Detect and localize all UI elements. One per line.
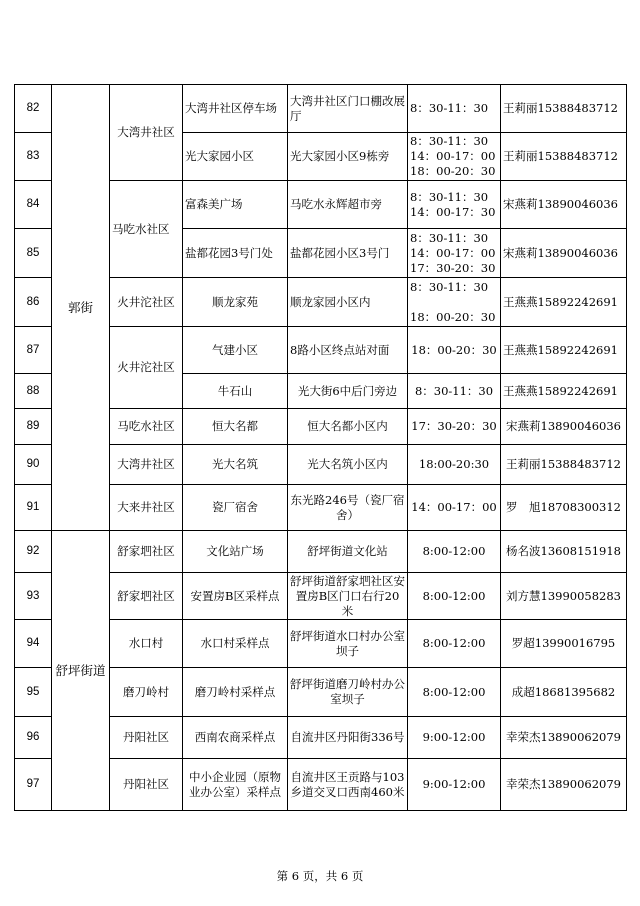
community-cell: 丹阳社区 [110, 717, 183, 759]
site-cell: 富森美广场 [183, 181, 288, 229]
time-line: 8:00-12:00 [422, 544, 486, 558]
time-line: 8：30-11：30 [410, 189, 489, 204]
time-line: 17：30-20：30 [411, 419, 497, 433]
time-cell [408, 445, 501, 485]
site-cell: 恒大名都 [183, 409, 288, 445]
address-cell: 舒坪街道文化站 [288, 531, 408, 573]
contact-cell: 宋燕莉13890046036 [501, 181, 627, 229]
community-cell: 大来井社区 [110, 485, 183, 531]
address-cell: 光大街6中后门旁边 [288, 374, 408, 409]
contact-cell: 王燕燕15892242691 [501, 327, 627, 374]
time-cell [408, 181, 501, 229]
address-cell: 自流井区王贡路与103乡道交叉口西南460米 [288, 759, 408, 811]
time-line: 8：30-11：30 [410, 279, 489, 294]
time-line: 9:00-12:00 [422, 730, 486, 744]
row-number: 83 [15, 133, 52, 181]
time-line: 8：30-11：30 [410, 134, 489, 148]
site-cell: 盐都花园3号门处 [183, 229, 288, 278]
community-cell: 马吃水社区 [110, 409, 183, 445]
row-number: 94 [15, 620, 52, 668]
site-cell: 磨刀岭村采样点 [183, 668, 288, 717]
community-cell: 水口村 [110, 620, 183, 668]
time-line: 17：30-20：30 [410, 260, 496, 275]
testing-sites-table [14, 84, 627, 811]
address-cell: 盐都花园小区3号门 [288, 229, 408, 278]
time-cell [408, 573, 501, 620]
time-line: 8:00-12:00 [422, 636, 486, 650]
contact-cell: 刘方慧13990058283 [501, 573, 627, 620]
time-cell [408, 133, 501, 181]
community-cell: 火井沱社区 [110, 327, 183, 409]
page-footer: 第 6 页，共 6 页 [276, 869, 364, 883]
contact-cell: 宋燕莉13890046036 [501, 229, 627, 278]
time-line: 8：30-11：30 [410, 101, 489, 115]
table-row [15, 85, 627, 133]
time-cell [408, 620, 501, 668]
time-cell [408, 374, 501, 409]
district-cell: 郭街 [52, 85, 110, 531]
address-cell: 马吃水永辉超市旁 [288, 181, 408, 229]
contact-cell: 成超18681395682 [501, 668, 627, 717]
time-line: 18：00-20：30 [410, 309, 496, 324]
contact-cell: 幸荣杰13890062079 [501, 717, 627, 759]
time-line: 8：30-11：30 [410, 230, 489, 245]
community-cell: 马吃水社区 [110, 181, 183, 278]
row-number: 90 [15, 445, 52, 485]
time-line: 8：30-11：30 [414, 383, 494, 398]
address-cell: 东光路246号（瓷厂宿舍） [288, 485, 408, 531]
time-line: 14：00-17：30 [410, 204, 496, 219]
community-cell: 大湾井社区 [110, 85, 183, 181]
time-line: 14：00-17：00 [410, 245, 496, 260]
contact-cell: 王莉丽15388483712 [501, 85, 627, 133]
row-number: 93 [15, 573, 52, 620]
address-cell: 恒大名都小区内 [288, 409, 408, 445]
community-cell: 舒家垇社区 [110, 573, 183, 620]
row-number: 88 [15, 374, 52, 409]
time-cell [408, 409, 501, 445]
time-line: 14：00-17：00 [411, 500, 497, 514]
time-line: 18:00-20:30 [418, 457, 490, 471]
site-cell: 顺龙家苑 [183, 278, 288, 327]
site-cell: 气建小区 [183, 327, 288, 374]
community-cell: 大湾井社区 [110, 445, 183, 485]
row-number: 89 [15, 409, 52, 445]
time-cell [408, 278, 501, 327]
contact-cell: 王燕燕15892242691 [501, 374, 627, 409]
time-cell [408, 85, 501, 133]
district-cell: 舒坪街道 [52, 531, 110, 811]
row-number: 96 [15, 717, 52, 759]
time-line: 14：00-17：00 [410, 149, 496, 163]
community-cell: 磨刀岭村 [110, 668, 183, 717]
address-cell: 舒坪街道水口村办公室坝子 [288, 620, 408, 668]
site-cell: 瓷厂宿舍 [183, 485, 288, 531]
row-number: 91 [15, 485, 52, 531]
site-cell: 光大家园小区 [183, 133, 288, 181]
address-cell: 光大名筑小区内 [288, 445, 408, 485]
site-cell: 中小企业园（原物业办公室）采样点 [183, 759, 288, 811]
site-cell: 安置房B区采样点 [183, 573, 288, 620]
site-cell: 大湾井社区停车场 [183, 85, 288, 133]
row-number: 86 [15, 278, 52, 327]
community-cell: 舒家垇社区 [110, 531, 183, 573]
table-row [15, 531, 627, 573]
time-line: 18：00-20：30 [411, 342, 497, 357]
contact-cell: 罗超13990016795 [501, 620, 627, 668]
row-number: 92 [15, 531, 52, 573]
row-number: 85 [15, 229, 52, 278]
row-number: 84 [15, 181, 52, 229]
time-cell [408, 759, 501, 811]
time-cell [408, 327, 501, 374]
site-cell: 光大名筑 [183, 445, 288, 485]
site-cell: 牛石山 [183, 374, 288, 409]
site-cell: 水口村采样点 [183, 620, 288, 668]
contact-cell: 宋燕莉13890046036 [501, 409, 627, 445]
row-number: 97 [15, 759, 52, 811]
time-cell [408, 531, 501, 573]
contact-cell: 罗 旭18708300312 [501, 485, 627, 531]
address-cell: 顺龙家园小区内 [288, 278, 408, 327]
address-cell: 自流井区丹阳街336号 [288, 717, 408, 759]
row-number: 82 [15, 85, 52, 133]
contact-cell: 王莉丽15388483712 [501, 133, 627, 181]
site-cell: 文化站广场 [183, 531, 288, 573]
row-number: 87 [15, 327, 52, 374]
address-cell: 光大家园小区9栋旁 [288, 133, 408, 181]
contact-cell: 王莉丽15388483712 [501, 445, 627, 485]
community-cell: 丹阳社区 [110, 759, 183, 811]
community-cell: 火井沱社区 [110, 278, 183, 327]
row-number: 95 [15, 668, 52, 717]
time-cell [408, 485, 501, 531]
time-cell [408, 717, 501, 759]
time-cell [408, 229, 501, 278]
time-line: 9:00-12:00 [422, 777, 486, 791]
contact-cell: 幸荣杰13890062079 [501, 759, 627, 811]
address-cell: 舒坪街道磨刀岭村办公室坝子 [288, 668, 408, 717]
time-cell [408, 668, 501, 717]
contact-cell: 杨名波13608151918 [501, 531, 627, 573]
address-cell: 舒坪街道舒家垇社区安置房B区门口右行20米 [288, 573, 408, 620]
contact-cell: 王燕燕15892242691 [501, 278, 627, 327]
site-cell: 西南农商采样点 [183, 717, 288, 759]
time-line: 8:00-12:00 [422, 684, 486, 699]
address-cell: 大湾井社区门口棚改展厅 [288, 85, 408, 133]
address-cell: 8路小区终点站对面 [288, 327, 408, 374]
time-line: 18：00-20：30 [410, 164, 496, 178]
time-line: 8:00-12:00 [422, 588, 486, 603]
